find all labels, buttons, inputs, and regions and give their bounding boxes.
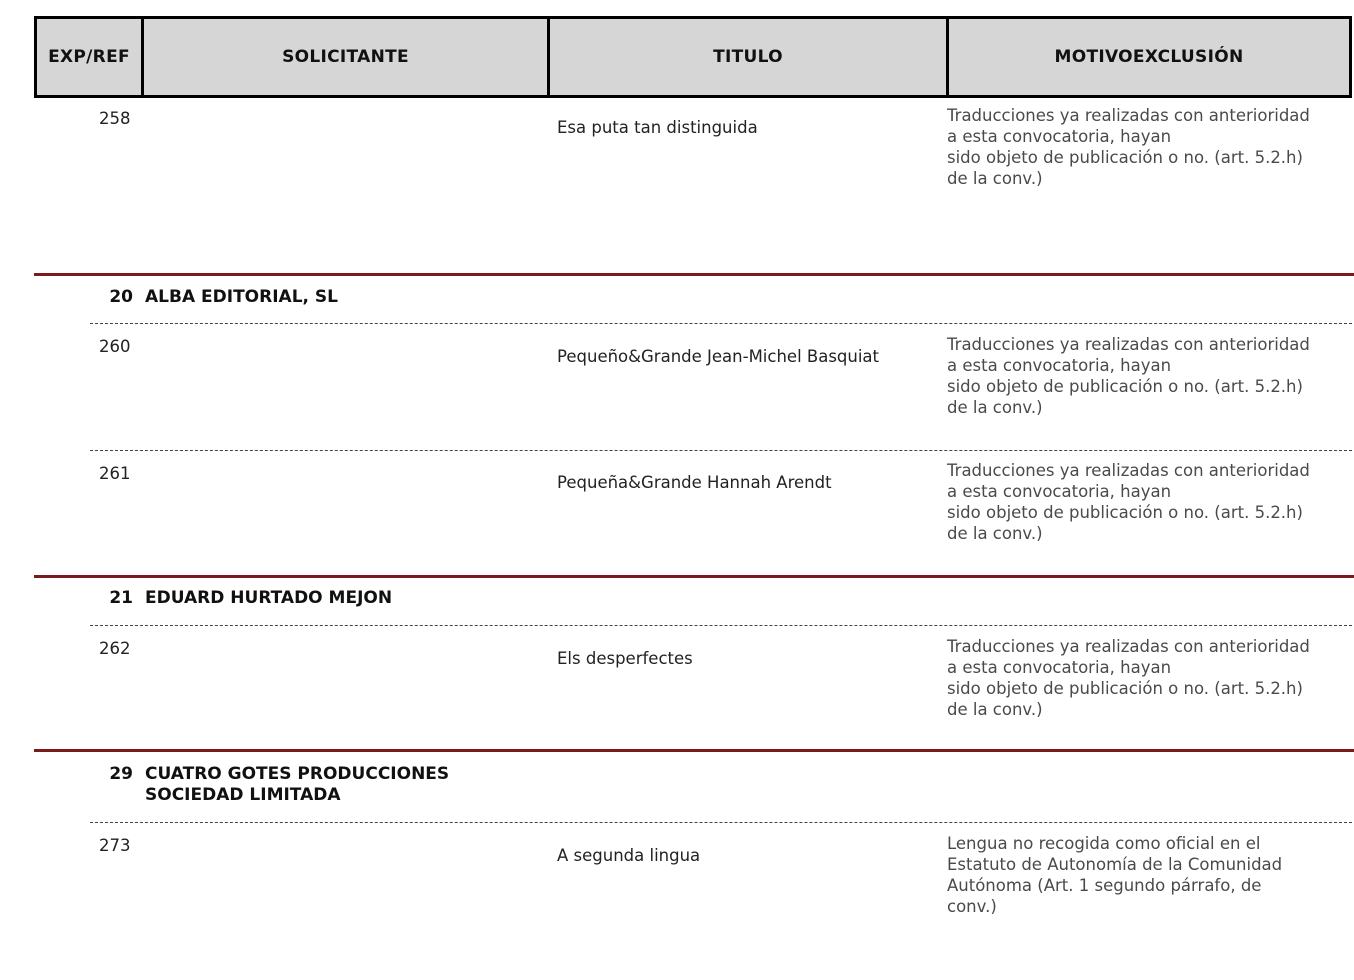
- row-title: A segunda lingua: [557, 846, 701, 865]
- group-name: [145, 588, 525, 609]
- group-name-line: EDUARD HURTADO MEJON: [145, 588, 393, 608]
- motivo-line: Estatuto de Autonomía de la Comunidad: [947, 855, 1283, 874]
- group-name-line: ALBA EDITORIAL, SL: [145, 287, 338, 307]
- group-name-line: CUATRO GOTES PRODUCCIONES: [145, 764, 450, 784]
- table-header: [34, 16, 1352, 98]
- motivo-line: sido objeto de publicación o no. (art. 5.2.h): [947, 503, 1303, 522]
- motivo-line: de la conv.): [947, 169, 1043, 188]
- group-name-line: SOCIEDAD LIMITADA: [145, 785, 341, 805]
- group-divider: [34, 273, 1354, 276]
- row-ref: 258: [99, 109, 131, 128]
- row-divider: [90, 450, 1352, 451]
- row-motivo: [947, 833, 1347, 917]
- motivo-line: a esta convocatoria, hayan: [947, 658, 1172, 677]
- motivo-line: Traducciones ya realizadas con anterioridad: [947, 461, 1310, 480]
- group-name: [145, 287, 525, 308]
- row-title: Esa puta tan distinguida: [557, 118, 758, 137]
- row-ref: 260: [99, 337, 131, 356]
- motivo-line: Traducciones ya realizadas con anterioridad: [947, 335, 1310, 354]
- motivo-line: Traducciones ya realizadas con anterioridad: [947, 106, 1310, 125]
- header-titulo: TITULO: [713, 47, 783, 67]
- group-number: 21: [109, 588, 133, 608]
- row-divider: [90, 625, 1352, 626]
- header-motivo: MOTIVOEXCLUSIÓN: [1054, 47, 1244, 67]
- motivo-line: conv.): [947, 897, 997, 916]
- row-title: Pequeño&Grande Jean-Michel Basquiat: [557, 347, 880, 366]
- motivo-line: a esta convocatoria, hayan: [947, 127, 1172, 146]
- row-title: Els desperfectes: [557, 649, 693, 668]
- motivo-line: Traducciones ya realizadas con anterioridad: [947, 637, 1310, 656]
- row-divider: [90, 323, 1352, 324]
- row-ref: 273: [99, 836, 131, 855]
- motivo-line: a esta convocatoria, hayan: [947, 356, 1172, 375]
- motivo-line: de la conv.): [947, 398, 1043, 417]
- motivo-line: sido objeto de publicación o no. (art. 5.2.h): [947, 377, 1303, 396]
- group-number: 29: [109, 764, 133, 784]
- row-divider: [90, 822, 1352, 823]
- row-motivo: [947, 636, 1347, 720]
- row-ref: 261: [99, 464, 131, 483]
- motivo-line: sido objeto de publicación o no. (art. 5.2.h): [947, 148, 1303, 167]
- header-exp-ref: EXP/REF: [48, 47, 130, 67]
- header-solicitante: SOLICITANTE: [282, 47, 409, 67]
- motivo-line: Autónoma (Art. 1 segundo párrafo, de: [947, 876, 1262, 895]
- row-ref: 262: [99, 639, 131, 658]
- row-motivo: [947, 334, 1347, 418]
- row-title: Pequeña&Grande Hannah Arendt: [557, 473, 832, 492]
- motivo-line: de la conv.): [947, 700, 1043, 719]
- row-motivo: [947, 460, 1347, 544]
- group-number: 20: [109, 287, 133, 307]
- motivo-line: Lengua no recogida como oficial en el: [947, 834, 1261, 853]
- motivo-line: de la conv.): [947, 524, 1043, 543]
- row-motivo: [947, 105, 1347, 189]
- group-divider: [34, 749, 1354, 752]
- motivo-line: sido objeto de publicación o no. (art. 5.2.h): [947, 679, 1303, 698]
- motivo-line: a esta convocatoria, hayan: [947, 482, 1172, 501]
- group-divider: [34, 575, 1354, 578]
- group-name: [145, 764, 525, 806]
